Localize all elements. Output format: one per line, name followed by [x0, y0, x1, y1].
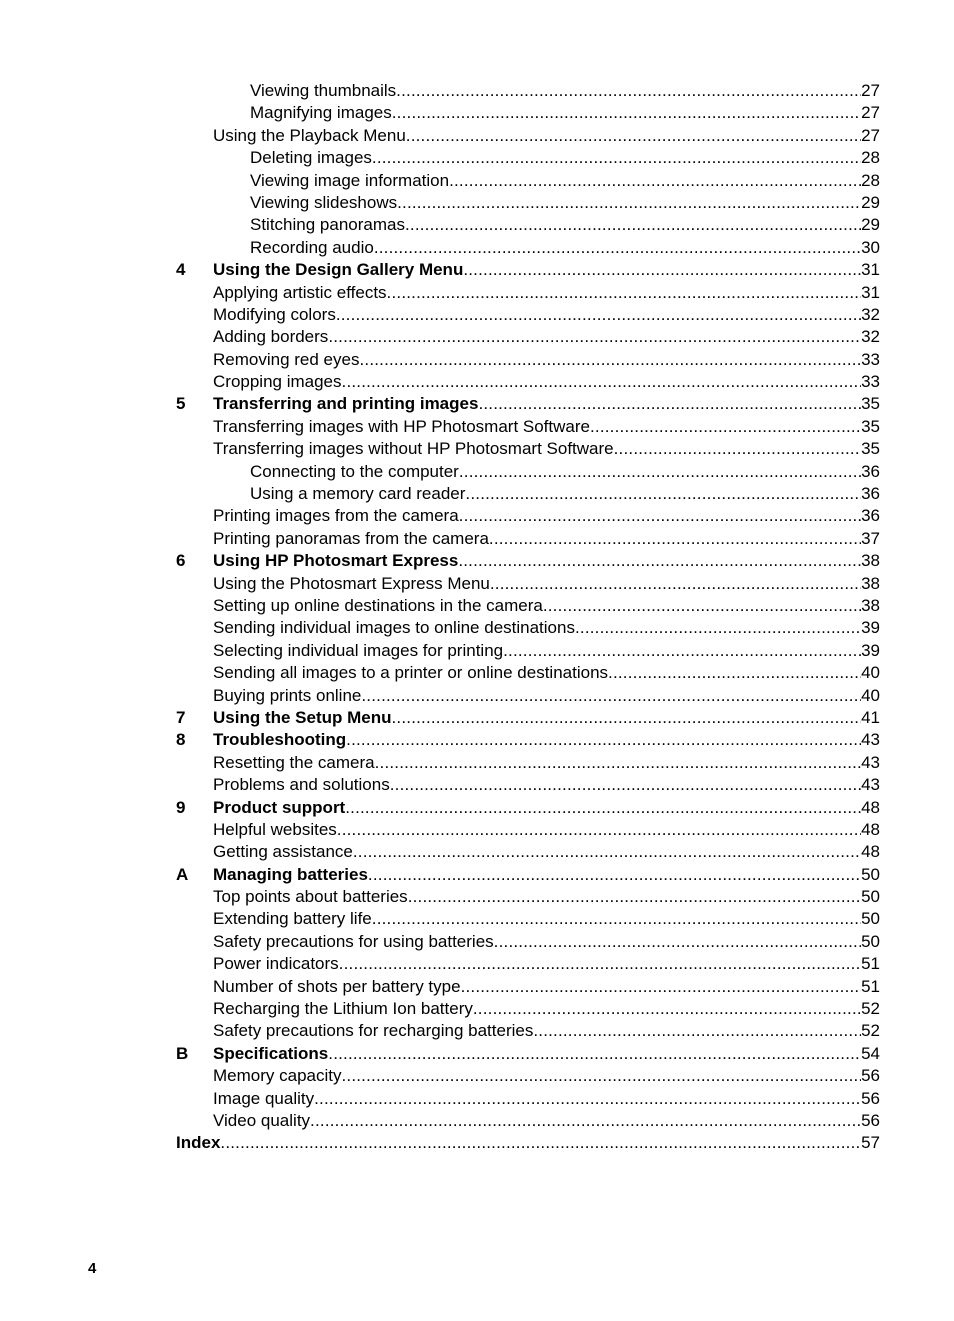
toc-entry-line	[213, 774, 880, 796]
dot-leader	[220, 1132, 861, 1154]
toc-entry-title: Image quality	[213, 1088, 315, 1108]
toc-entry-title: Using the Playback Menu	[213, 125, 406, 145]
toc-entry-title: Applying artistic effects	[213, 282, 387, 302]
toc-entry-title: Cropping images	[213, 372, 342, 392]
toc-entry-line	[176, 1132, 880, 1154]
toc-entry-page: 38	[861, 595, 880, 615]
dot-leader	[397, 192, 861, 214]
toc-entry-line	[213, 371, 880, 393]
toc-entry-title: Safety precautions for using batteries	[213, 931, 494, 951]
toc-entry-line	[213, 125, 880, 147]
dot-leader	[339, 953, 861, 975]
toc-entry-page: 56	[861, 1066, 880, 1086]
toc-entry-line	[213, 259, 880, 281]
toc-entry-line	[213, 1020, 880, 1042]
toc-entry-page: 56	[861, 1088, 880, 1108]
toc-entry[interactable]	[0, 864, 954, 886]
dot-leader	[375, 752, 861, 774]
toc-entry-line	[250, 192, 880, 214]
toc-entry-title: Resetting the camera	[213, 752, 375, 772]
toc-entry-line	[213, 931, 880, 953]
dot-leader	[353, 841, 861, 863]
toc-entry-title: Using the Design Gallery Menu	[213, 260, 464, 280]
dot-leader	[575, 617, 861, 639]
toc-entry[interactable]	[0, 573, 954, 595]
dot-leader	[341, 1065, 861, 1087]
toc-entry-line	[213, 393, 880, 415]
toc-entry-page: 35	[861, 394, 880, 414]
toc-entry-title: Deleting images	[250, 148, 372, 168]
toc-entry-line	[250, 80, 880, 102]
dot-leader	[406, 125, 861, 147]
toc-entry[interactable]	[0, 662, 954, 684]
dot-leader	[345, 797, 861, 819]
toc-entry-title: Magnifying images	[250, 103, 392, 123]
toc-entry-page: 28	[861, 148, 880, 168]
dot-leader	[328, 1043, 861, 1065]
dot-leader	[463, 259, 861, 281]
toc-entry-page: 50	[861, 864, 880, 884]
toc-entry-title: Transferring and printing images	[213, 394, 479, 414]
toc-entry-page: 48	[861, 842, 880, 862]
toc-entry-page: 52	[861, 999, 880, 1019]
toc-entry-page: 36	[861, 506, 880, 526]
chapter-number: 4	[176, 260, 186, 280]
toc-entry[interactable]	[0, 998, 954, 1020]
toc-entry-title: Connecting to the computer	[250, 461, 459, 481]
toc-entry-title: Viewing image information	[250, 170, 450, 190]
toc-entry-title: Removing red eyes	[213, 349, 360, 369]
toc-entry-title: Transferring images without HP Photosmart Software	[213, 439, 614, 459]
toc-entry-line	[213, 282, 880, 304]
toc-entry-line	[213, 416, 880, 438]
toc-entry[interactable]	[0, 819, 954, 841]
dot-leader	[372, 908, 861, 930]
toc-entry[interactable]	[0, 282, 954, 304]
toc-entry-line	[213, 1065, 880, 1087]
toc-entry-page: 37	[861, 528, 880, 548]
toc-entry-title: Using the Setup Menu	[213, 707, 392, 727]
toc-entry-title: Safety precautions for recharging batteries	[213, 1021, 534, 1041]
toc-entry-page: 40	[861, 685, 880, 705]
toc-entry[interactable]	[0, 102, 954, 124]
toc-entry-page: 52	[861, 1021, 880, 1041]
toc-entry[interactable]	[0, 640, 954, 662]
dot-leader	[390, 774, 861, 796]
toc-entry-line	[213, 1110, 880, 1132]
toc-entry[interactable]	[0, 976, 954, 998]
toc-entry[interactable]	[0, 908, 954, 930]
dot-leader	[336, 304, 861, 326]
toc-entry-page: 28	[861, 170, 880, 190]
toc-entry-line	[250, 237, 880, 259]
toc-entry-title: Extending battery life	[213, 909, 372, 929]
toc-entry-line	[250, 170, 880, 192]
toc-entry-page: 29	[861, 215, 880, 235]
toc-entry-page: 43	[861, 775, 880, 795]
dot-leader	[392, 707, 862, 729]
toc-entry-title: Sending individual images to online destinations	[213, 618, 575, 638]
toc-entry-line	[213, 326, 880, 348]
dot-leader	[489, 528, 861, 550]
toc-entry-page: 43	[861, 730, 880, 750]
toc-entry-page: 50	[861, 909, 880, 929]
toc-entry-page: 56	[861, 1110, 880, 1130]
toc-entry-page: 36	[861, 484, 880, 504]
dot-leader	[459, 461, 861, 483]
dot-leader	[590, 416, 861, 438]
toc-entry-line	[213, 953, 880, 975]
toc-entry-line	[213, 349, 880, 371]
toc-entry-page: 38	[861, 551, 880, 571]
toc-entry[interactable]	[0, 237, 954, 259]
dot-leader	[314, 1088, 861, 1110]
toc-entry[interactable]	[0, 349, 954, 371]
toc-entry-title: Setting up online destinations in the camera	[213, 595, 543, 615]
toc-entry-title: Troubleshooting	[213, 730, 347, 750]
toc-entry[interactable]	[0, 461, 954, 483]
toc-entry-title: Adding borders	[213, 327, 329, 347]
dot-leader	[503, 640, 861, 662]
toc-entry-page: 54	[861, 1043, 880, 1063]
toc-entry-line	[213, 729, 880, 751]
toc-entry[interactable]	[0, 841, 954, 863]
toc-entry-line	[213, 908, 880, 930]
toc-entry-line	[213, 797, 880, 819]
toc-entry[interactable]	[0, 797, 954, 819]
toc-entry-page: 50	[861, 887, 880, 907]
toc-entry-line	[213, 886, 880, 908]
toc-entry-page: 31	[861, 260, 880, 280]
toc-entry-page: 35	[861, 439, 880, 459]
toc-entry-title: Printing images from the camera	[213, 506, 459, 526]
toc-entry-page: 36	[861, 461, 880, 481]
dot-leader	[374, 237, 861, 259]
dot-leader	[533, 1020, 861, 1042]
dot-leader	[473, 998, 861, 1020]
dot-leader	[328, 326, 861, 348]
toc-entry-line	[213, 841, 880, 863]
dot-leader	[608, 662, 861, 684]
toc-entry-page: 29	[861, 192, 880, 212]
dot-leader	[494, 931, 861, 953]
dot-leader	[396, 80, 861, 102]
toc-entry[interactable]	[0, 707, 954, 729]
table-of-contents	[0, 80, 954, 1155]
toc-entry-page: 39	[861, 640, 880, 660]
toc-entry-line	[250, 102, 880, 124]
dot-leader	[342, 371, 862, 393]
toc-entry-title: Using a memory card reader	[250, 484, 466, 504]
toc-entry-line	[213, 304, 880, 326]
chapter-number: 5	[176, 394, 186, 414]
chapter-number: A	[176, 864, 189, 884]
dot-leader	[346, 729, 861, 751]
toc-entry-line	[213, 1043, 880, 1065]
toc-entry-title: Viewing thumbnails	[250, 81, 397, 100]
toc-entry-title: Buying prints online	[213, 685, 362, 705]
toc-entry[interactable]	[0, 550, 954, 572]
toc-entry-line	[213, 1088, 880, 1110]
toc-entry[interactable]	[0, 931, 954, 953]
toc-entry-page: 31	[861, 282, 880, 302]
toc-entry[interactable]	[0, 528, 954, 550]
toc-entry-title: Power indicators	[213, 954, 339, 974]
toc-entry-page: 38	[861, 573, 880, 593]
dot-leader	[387, 282, 862, 304]
toc-entry[interactable]	[0, 729, 954, 751]
dot-leader	[392, 102, 861, 124]
dot-leader	[337, 819, 861, 841]
toc-entry[interactable]	[0, 259, 954, 281]
toc-entry-title: Modifying colors	[213, 304, 336, 324]
dot-leader	[543, 595, 861, 617]
toc-entry-title: Video quality	[213, 1110, 311, 1130]
toc-entry-line	[213, 707, 880, 729]
toc-entry-page: 30	[861, 237, 880, 257]
toc-entry-title: Number of shots per battery type	[213, 976, 461, 996]
dot-leader	[490, 573, 861, 595]
toc-entry[interactable]	[0, 170, 954, 192]
toc-entry-page: 33	[861, 349, 880, 369]
toc-entry-title: Stitching panoramas	[250, 215, 405, 235]
toc-entry-title: Product support	[213, 797, 346, 817]
toc-entry[interactable]	[0, 1110, 954, 1132]
toc-entry-title: Problems and solutions	[213, 775, 390, 795]
toc-entry-page: 27	[861, 125, 880, 145]
toc-entry-page: 35	[861, 416, 880, 436]
toc-entry-line	[250, 147, 880, 169]
toc-entry-page: 32	[861, 327, 880, 347]
toc-entry-title: Getting assistance	[213, 842, 353, 862]
toc-entry-line	[213, 595, 880, 617]
toc-entry[interactable]	[0, 438, 954, 460]
dot-leader	[465, 483, 861, 505]
toc-entry-title: Using HP Photosmart Express	[213, 551, 459, 571]
toc-entry[interactable]	[0, 80, 954, 102]
toc-entry-title: Index	[176, 1133, 221, 1153]
toc-entry[interactable]	[0, 505, 954, 527]
toc-entry[interactable]	[0, 393, 954, 415]
toc-entry[interactable]	[0, 774, 954, 796]
dot-leader	[368, 864, 861, 886]
toc-entry-page: 39	[861, 618, 880, 638]
dot-leader	[461, 976, 862, 998]
toc-entry-page: 50	[861, 931, 880, 951]
toc-entry[interactable]	[0, 1088, 954, 1110]
toc-entry[interactable]	[0, 595, 954, 617]
toc-entry[interactable]	[0, 304, 954, 326]
toc-entry[interactable]	[0, 1132, 954, 1154]
toc-entry[interactable]	[0, 752, 954, 774]
toc-entry-title: Selecting individual images for printing	[213, 640, 504, 660]
chapter-number: B	[176, 1043, 189, 1063]
toc-entry[interactable]	[0, 147, 954, 169]
toc-entry[interactable]	[0, 125, 954, 147]
dot-leader	[614, 438, 861, 460]
dot-leader	[408, 886, 861, 908]
toc-entry-line	[213, 998, 880, 1020]
toc-entry-page: 48	[861, 797, 880, 817]
toc-entry[interactable]	[0, 617, 954, 639]
toc-entry[interactable]	[0, 192, 954, 214]
toc-entry-title: Managing batteries	[213, 864, 368, 884]
toc-entry-line	[213, 864, 880, 886]
toc-entry-line	[213, 662, 880, 684]
toc-entry-line	[213, 640, 880, 662]
chapter-number: 7	[176, 707, 186, 727]
toc-entry-title: Specifications	[213, 1043, 329, 1063]
toc-entry-line	[250, 461, 880, 483]
dot-leader	[361, 685, 861, 707]
toc-entry-page: 27	[861, 81, 880, 100]
toc-entry-line	[250, 483, 880, 505]
toc-entry-title: Memory capacity	[213, 1066, 342, 1086]
toc-entry[interactable]	[0, 483, 954, 505]
toc-entry[interactable]	[0, 371, 954, 393]
toc-entry-line	[250, 214, 880, 236]
toc-entry-title: Recharging the Lithium Ion battery	[213, 999, 473, 1019]
toc-entry[interactable]	[0, 886, 954, 908]
toc-entry[interactable]	[0, 685, 954, 707]
toc-entry-page: 48	[861, 819, 880, 839]
toc-entry-title: Viewing slideshows	[250, 192, 398, 212]
toc-entry-page: 51	[861, 976, 880, 996]
dot-leader	[449, 170, 861, 192]
toc-entry-line	[213, 438, 880, 460]
toc-entry-title: Recording audio	[250, 237, 374, 257]
toc-entry-page: 27	[861, 103, 880, 123]
toc-entry-page: 43	[861, 752, 880, 772]
toc-entry[interactable]	[0, 1043, 954, 1065]
toc-entry[interactable]	[0, 214, 954, 236]
chapter-number: 8	[176, 730, 186, 750]
chapter-number: 9	[176, 797, 186, 817]
toc-entry[interactable]	[0, 1020, 954, 1042]
toc-entry-page: 41	[861, 707, 880, 727]
toc-entry-title: Printing panoramas from the camera	[213, 528, 489, 548]
chapter-number: 6	[176, 551, 186, 571]
toc-entry[interactable]	[0, 416, 954, 438]
toc-entry-line	[213, 976, 880, 998]
page-number: 4	[88, 1260, 97, 1277]
dot-leader	[359, 349, 861, 371]
dot-leader	[458, 550, 861, 572]
dot-leader	[478, 393, 861, 415]
toc-entry-title: Using the Photosmart Express Menu	[213, 573, 490, 593]
toc-entry-page: 32	[861, 304, 880, 324]
toc-entry-line	[213, 505, 880, 527]
toc-entry-page: 51	[861, 954, 880, 974]
toc-entry[interactable]	[0, 326, 954, 348]
toc-entry-line	[213, 617, 880, 639]
toc-entry-page: 40	[861, 663, 880, 683]
toc-entry-line	[213, 573, 880, 595]
toc-entry-title: Helpful websites	[213, 819, 337, 839]
toc-entry-line	[213, 528, 880, 550]
toc-entry-title: Top points about batteries	[213, 887, 408, 907]
toc-entry-line	[213, 685, 880, 707]
toc-entry-line	[213, 819, 880, 841]
dot-leader	[310, 1110, 861, 1132]
toc-entry-line	[213, 550, 880, 572]
toc-entry[interactable]	[0, 1065, 954, 1087]
dot-leader	[372, 147, 861, 169]
toc-entry-page: 33	[861, 372, 880, 392]
toc-entry-line	[213, 752, 880, 774]
toc-entry[interactable]	[0, 953, 954, 975]
dot-leader	[459, 505, 861, 527]
toc-entry-title: Transferring images with HP Photosmart Software	[213, 416, 590, 436]
dot-leader	[405, 214, 861, 236]
toc-entry-page: 57	[861, 1133, 880, 1153]
toc-entry-title: Sending all images to a printer or online destinations	[213, 663, 609, 683]
